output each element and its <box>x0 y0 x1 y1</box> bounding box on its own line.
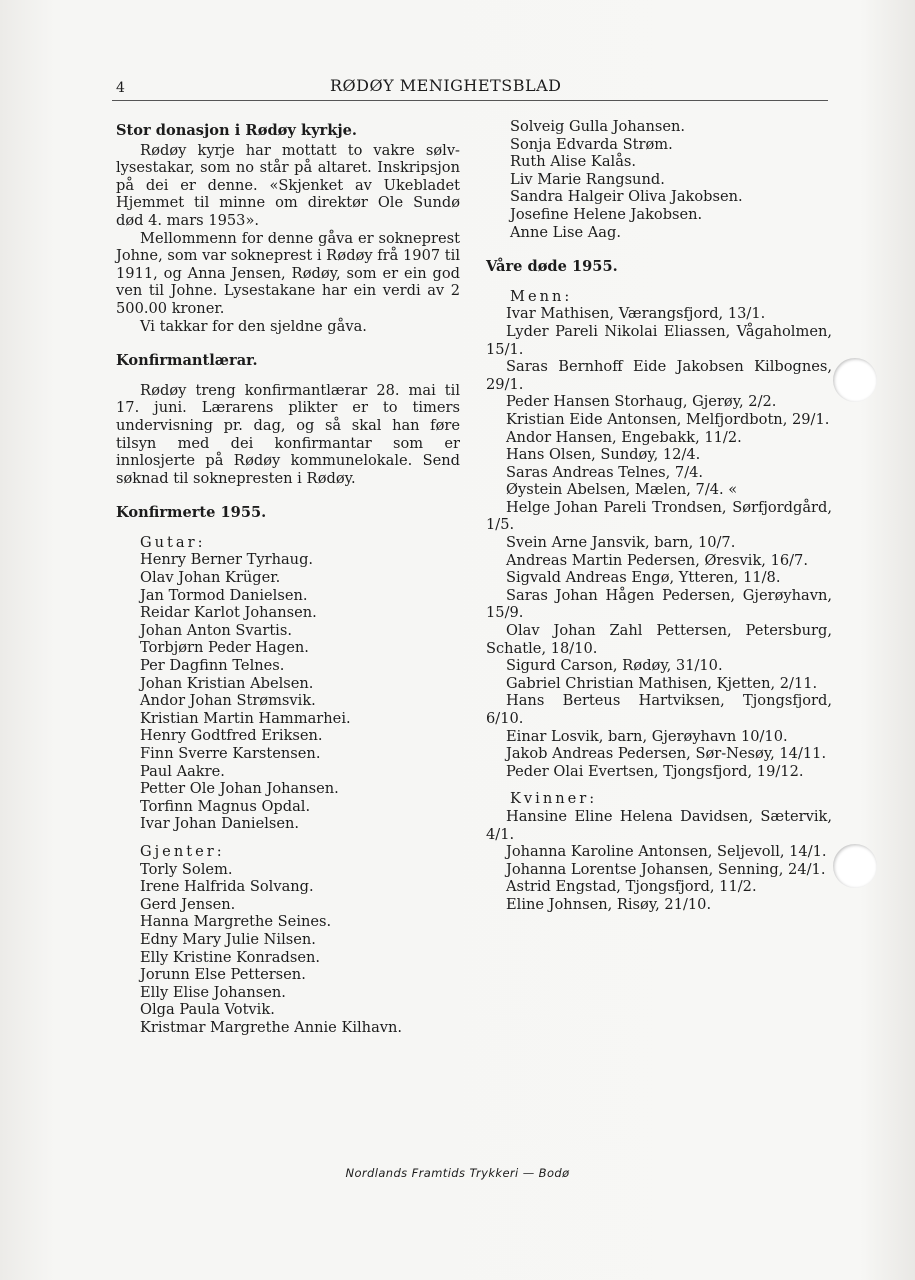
list-item: Sonja Edvarda Strøm. <box>510 135 673 153</box>
list-item: Solveig Gulla Johansen. <box>510 118 686 135</box>
donation-article <box>116 122 460 335</box>
list-item: Ivar Johan Danielsen. <box>140 815 300 833</box>
boys-list <box>116 551 460 833</box>
list-item: Eline Johnsen, Risøy, 21/10. <box>506 895 712 913</box>
list-item: Edny Mary Julie Nilsen. <box>140 930 316 948</box>
list-item: Liv Marie Rangsund. <box>510 170 665 188</box>
list-item: Olav Johan Krüger. <box>140 569 281 587</box>
girls-list <box>116 861 460 1037</box>
list-item: Josefine Helene Jakobsen. <box>510 205 703 223</box>
list-item: Johan Kristian Abelsen. <box>140 674 314 692</box>
list-item: Johanna Lorentse Johansen, Senning, 24/1. <box>506 860 826 878</box>
printer-imprint: Nordlands Framtids Trykkeri — Bodø <box>345 1166 570 1180</box>
list-item: Olav Johan Zahl Pettersen, Petersburg, Schatle, 18/10. <box>486 622 832 657</box>
list-item: Petter Ole Johan Johansen. <box>140 780 339 798</box>
list-item: Ruth Alise Kalås. <box>510 153 637 171</box>
list-item: Saras Johan Hågen Pedersen, Gjerøyhavn, 15/9. <box>486 586 832 622</box>
list-item: Elly Elise Johansen. <box>140 983 286 1001</box>
deaths-list <box>486 258 832 913</box>
boys-label: Gutar: <box>140 533 206 551</box>
punch-hole <box>833 358 877 402</box>
list-item: Henry Berner Tyrhaug. <box>140 551 314 569</box>
list-item: Einar Losvik, barn, Gjerøyhavn 10/10. <box>506 727 788 745</box>
list-item: Andor Hansen, Engebakk, 11/2. <box>506 428 742 446</box>
list-item: Ivar Mathisen, Værangsfjord, 13/1. <box>506 305 766 323</box>
list-item: Saras Bernhoff Eide Jakobsen Kilbognes, 29/1. <box>486 358 832 393</box>
list-item: Kristian Martin Hammarhei. <box>140 709 351 727</box>
confirmed-list <box>116 504 460 1036</box>
page-number: 4 <box>116 80 125 96</box>
right-column <box>486 118 832 914</box>
teacher-heading: Konfirmantlærar. <box>116 352 258 370</box>
list-item: Hans Olsen, Sundøy, 12/4. <box>506 446 701 464</box>
list-item: Andor Johan Strømsvik. <box>140 692 316 710</box>
list-item: Torbjørn Peder Hagen. <box>140 639 309 657</box>
list-item: Astrid Engstad, Tjongsfjord, 11/2. <box>506 878 757 896</box>
women-list <box>486 808 832 914</box>
teacher-paragraph: Rødøy treng konfirmantlærar 28. mai til 17. juni. Lærarens plikter er to timers undervisning pr. dag, og så skal han føre tilsyn med dei konfirmantar som er innlosjerte på Rødøy kommunelokale. Send søknad til soknepresten i Rødøy. <box>116 381 460 487</box>
list-item: Jan Tormod Danielsen. <box>140 586 308 604</box>
running-title: RØDØY MENIGHETSBLAD <box>330 76 562 95</box>
teacher-article <box>116 352 460 487</box>
list-item: Sandra Halgeir Oliva Jakobsen. <box>510 188 743 206</box>
list-item: Paul Aakre. <box>140 762 225 780</box>
list-item: Kristmar Margrethe Annie Kilhavn. <box>140 1018 403 1036</box>
list-item: Hansine Eline Helena Davidsen, Sætervik, 4/1. <box>486 807 832 843</box>
list-item: Saras Andreas Telnes, 7/4. <box>506 463 704 481</box>
list-item: Olga Paula Votvik. <box>140 1001 275 1019</box>
list-item: Peder Olai Evertsen, Tjongsfjord, 19/12. <box>506 762 804 780</box>
list-item: Sigvald Andreas Engø, Ytteren, 11/8. <box>506 569 781 587</box>
list-item: Lyder Pareli Nikolai Eliassen, Vågaholmen, 15/1. <box>486 322 832 358</box>
list-item: Johanna Karoline Antonsen, Seljevoll, 14/1. <box>506 843 827 861</box>
list-item: Helge Johan Pareli Trondsen, Sørfjordgård, 1/5. <box>486 498 832 534</box>
list-item: Gabriel Christian Mathisen, Kjetten, 2/11. <box>506 674 818 692</box>
girls-label: Gjenter: <box>140 842 225 860</box>
list-item: Anne Lise Aag. <box>510 223 621 241</box>
list-item: Sigurd Carson, Rødøy, 31/10. <box>506 657 723 675</box>
left-column <box>116 122 460 1037</box>
list-item: Hanna Margrethe Seines. <box>140 913 332 931</box>
confirmed-heading: Konfirmerte 1955. <box>116 504 267 522</box>
women-label: Kvinner: <box>510 790 598 808</box>
list-item: Andreas Martin Pedersen, Øresvik, 16/7. <box>506 551 808 569</box>
list-item: Jakob Andreas Pedersen, Sør-Nesøy, 14/11. <box>506 745 827 763</box>
donation-paragraph: Mellommenn for denne gåva er sokneprest Johne, som var sokneprest i Rødøy frå 1907 til 1911, og Anna Jensen, Rødøy, som er ein god ven til Johne. Lysestakane har ein verdi av 2 500.00 kroner. <box>116 229 460 317</box>
girls-list-continued <box>486 118 832 241</box>
list-item: Per Dagfinn Telnes. <box>140 657 285 675</box>
list-item: Johan Anton Svartis. <box>140 621 292 639</box>
page-header <box>112 74 828 101</box>
list-item: Torly Solem. <box>140 860 233 878</box>
list-item: Gerd Jensen. <box>140 895 236 913</box>
list-item: Irene Halfrida Solvang. <box>140 878 314 896</box>
list-item: Torfinn Magnus Opdal. <box>140 797 311 815</box>
list-item: Jorunn Else Pettersen. <box>140 966 306 984</box>
men-label: Menn: <box>510 287 573 305</box>
list-item: Øystein Abelsen, Mælen, 7/4. « <box>506 481 738 499</box>
list-item: Henry Godtfred Eriksen. <box>140 727 323 745</box>
list-item: Svein Arne Jansvik, barn, 10/7. <box>506 534 736 552</box>
list-item: Peder Hansen Storhaug, Gjerøy, 2/2. <box>506 393 777 411</box>
punch-hole <box>833 844 877 888</box>
list-item: Kristian Eide Antonsen, Melfjordbotn, 29/1. <box>506 410 830 428</box>
donation-paragraph: Rødøy kyrje har mottatt to vakre sølv-lysestakar, som no står på altaret. Inskripsjon på dei er denne. «Skjenket av Ukebladet Hjemmet til minne om direktør Ole Sundø død 4. mars 1953». <box>116 141 460 229</box>
deaths-heading: Våre døde 1955. <box>486 258 618 276</box>
list-item: Hans Berteus Hartviksen, Tjongsfjord, 6/10. <box>486 692 832 727</box>
men-list <box>486 305 832 780</box>
donation-paragraph: Vi takkar for den sjeldne gåva. <box>140 317 367 335</box>
list-item: Finn Sverre Karstensen. <box>140 745 321 762</box>
list-item: Reidar Karlot Johansen. <box>140 604 317 622</box>
donation-heading: Stor donasjon i Rødøy kyrkje. <box>116 122 358 139</box>
list-item: Elly Kristine Konradsen. <box>140 948 320 966</box>
